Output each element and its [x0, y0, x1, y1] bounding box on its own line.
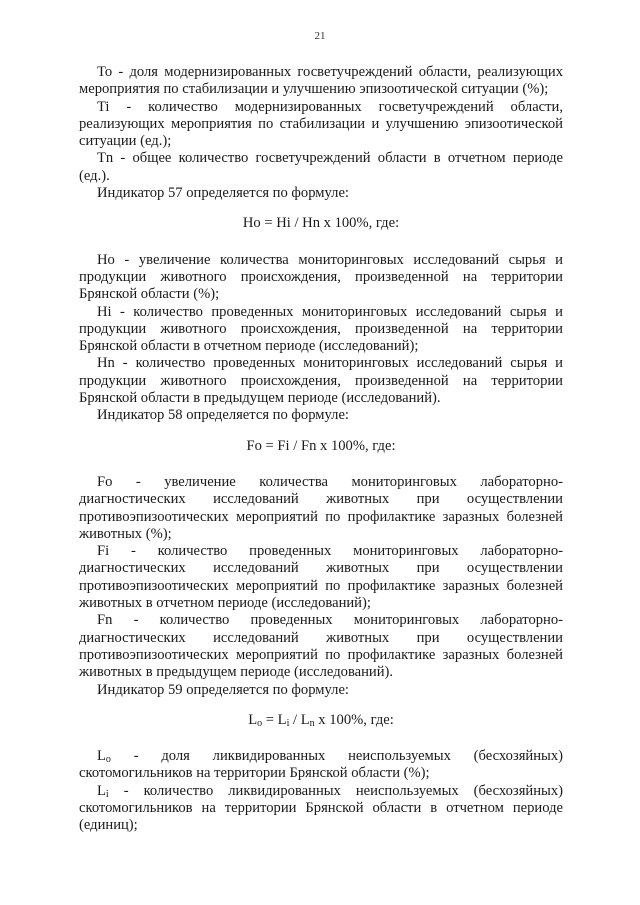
- definition-li-text: - количество ликвидированных неиспользуемых (бесхозяйных) скотомогильников на территории Брянской области в отчетном периоде (единиц);: [79, 782, 563, 834]
- definition-hi: Hi - количество проведенных мониторинговых исследований сырья и продукции животного происхождения, произведенной на территории Брянской области в отчетном периоде (исследований);: [79, 303, 563, 355]
- definition-ti: Ti - количество модернизированных госветучреждений области, реализующих мероприятия по стабилизации и улучшению эпизоотической ситуации (ед.);: [79, 98, 563, 150]
- definition-li-sub: i: [105, 788, 109, 800]
- formula-59-sub-n: n: [309, 717, 315, 729]
- definition-fo: Fo - увеличение количества мониторинговых лабораторно-диагностических исследований животных при осуществлении противоэпизоотических мероприятий по профилактике заразных болезней животных (%);: [79, 473, 563, 542]
- definition-fi: Fi - количество проведенных мониторинговых лабораторно-диагностических исследований животных при осуществлении противоэпизоотических мероприятий по профилактике заразных болезней животных в отчетном периоде (исследований);: [79, 543, 563, 612]
- definition-li: [79, 783, 563, 835]
- formula-59-sub-o: o: [257, 717, 263, 729]
- definition-hn: Hn - количество проведенных мониторинговых исследований сырья и продукции животного происхождения, произведенной на территории Брянской области в предыдущем периоде (исследований).: [79, 355, 563, 407]
- formula-59-sub-i: i: [286, 717, 290, 729]
- indicator-58-heading: Индикатор 58 определяется по формуле:: [97, 407, 349, 424]
- definition-to: To - доля модернизированных госветучреждений области, реализующих мероприятия по стабилизации и улучшению эпизоотической ситуации (%);: [79, 64, 563, 98]
- definition-tn: Tn - общее количество госветучреждений области в отчетном периоде (ед.).: [79, 150, 563, 184]
- formula-58: Fo = Fi / Fn х 100%, где:: [246, 437, 396, 454]
- definition-lo-text: - доля ликвидированных неиспользуемых (бесхозяйных) скотомогильников на территории Брянской области (%);: [79, 748, 563, 782]
- page-number: 21: [314, 30, 326, 42]
- formula-59: [79, 712, 563, 729]
- formula-59-symbol-lo: L: [248, 711, 258, 728]
- formula-59-symbol-li: L: [277, 711, 287, 728]
- formula-59-equals: =: [262, 711, 278, 728]
- formula-59-tail: х 100%, где:: [314, 711, 394, 728]
- definition-lo-symbol: L: [97, 748, 106, 765]
- definition-lo-sub: o: [105, 754, 111, 766]
- indicator-57-heading: Индикатор 57 определяется по формуле:: [97, 185, 349, 202]
- formula-59-divide: /: [289, 711, 301, 728]
- definition-fn: Fn - количество проведенных мониторинговых лабораторно-диагностических исследований животных при осуществлении противоэпизоотических мероприятий по профилактике заразных болезней животных в предыдущем периоде (исследований).: [79, 612, 563, 681]
- formula-57: Ho = Hi / Hn х 100%, где:: [242, 215, 400, 232]
- definition-lo: [79, 748, 563, 783]
- indicator-59-heading: Индикатор 59 определяется по формуле:: [97, 681, 349, 698]
- definition-ho: Ho - увеличение количества мониторинговых исследований сырья и продукции животного происхождения, произведенной на территории Брянской области (%);: [79, 251, 563, 303]
- definition-li-symbol: L: [97, 782, 106, 799]
- document-body: [79, 64, 563, 835]
- formula-59-symbol-ln: L: [300, 711, 310, 728]
